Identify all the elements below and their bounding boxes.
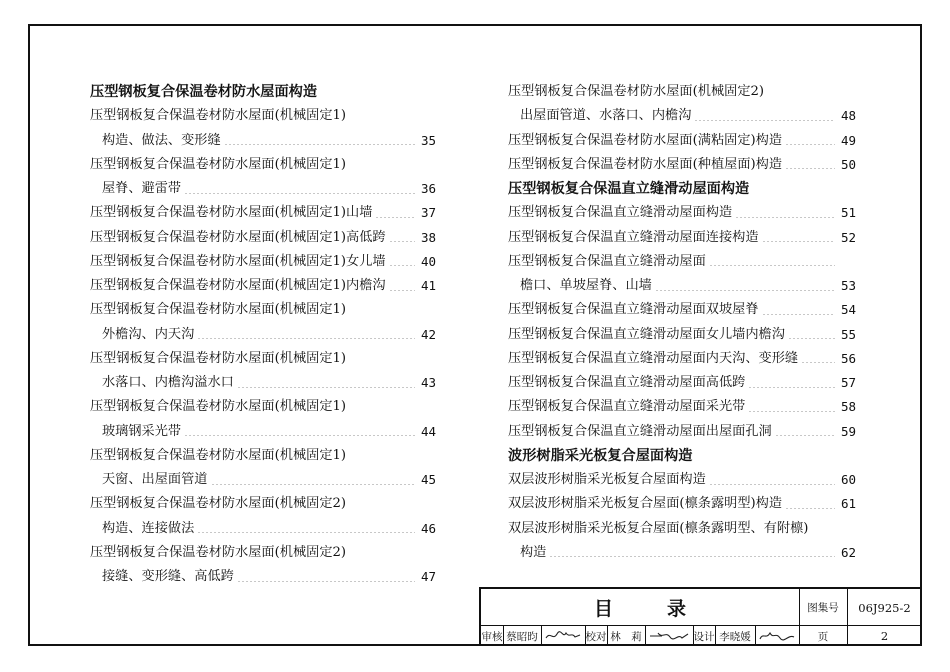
- toc-entry-title: 天窗、出屋面管道: [102, 472, 208, 487]
- dot-leader: [785, 168, 835, 169]
- toc-entry: [508, 298, 856, 322]
- toc-entry: [90, 565, 436, 589]
- toc-entry-title: 出屋面管道、水落口、内檐沟: [520, 108, 692, 124]
- toc-entry-page: 45: [420, 472, 436, 487]
- dot-leader: [197, 532, 415, 533]
- toc-entry-page: 42: [420, 326, 436, 342]
- design-label: 设计: [693, 630, 715, 643]
- toc-entry: [90, 298, 436, 322]
- dot-leader: [785, 508, 835, 509]
- reviewer-name: 蔡昭昀: [506, 630, 538, 643]
- dot-leader: [748, 387, 835, 388]
- toc-entry: [508, 371, 856, 395]
- toc-entry-page: 37: [420, 205, 436, 221]
- reviewer-signature: [541, 626, 585, 646]
- toc-entry-page: 49: [840, 132, 856, 148]
- toc-entry-title: 压型钢板复合保温卷材防水屋面(机械固定1)女儿墙: [90, 253, 386, 269]
- toc-entry-title: 压型钢板复合保温直立缝滑动屋面: [508, 253, 706, 269]
- page-number: 2: [880, 629, 889, 643]
- check-label: 校对: [585, 630, 607, 643]
- dot-leader: [788, 338, 835, 339]
- toc-entry: [508, 104, 856, 128]
- toc-entry-title: 压型钢板复合保温直立缝滑动屋面采光带: [508, 399, 746, 415]
- dot-leader: [549, 556, 835, 557]
- toc-entry-page: 46: [420, 520, 436, 536]
- toc-entry: [90, 468, 436, 492]
- toc-entry: [508, 395, 856, 419]
- dot-leader: [775, 435, 835, 436]
- toc-entry-title: 构造、连接做法: [102, 520, 195, 536]
- toc-entry-page: 41: [420, 278, 436, 293]
- toc-entry-title: 压型钢板复合保温直立缝滑动屋面高低跨: [508, 375, 746, 390]
- toc-entry-title: 外檐沟、内天沟: [102, 326, 195, 342]
- toc-entry-page: 35: [420, 132, 436, 148]
- dot-leader: [197, 338, 415, 339]
- toc-entry-title: 压型钢板复合保温卷材防水屋面(机械固定2): [90, 496, 347, 512]
- toc-entry-title: 压型钢板复合保温卷材防水屋面(机械固定2): [508, 84, 765, 99]
- toc-entry: [508, 347, 856, 371]
- dot-leader: [801, 362, 835, 363]
- title-char-2: 录: [667, 598, 687, 620]
- toc-entry-title: 压型钢板复合保温卷材防水屋面(机械固定1)高低跨: [90, 229, 386, 245]
- page-label: 页: [817, 630, 829, 643]
- dot-leader: [709, 265, 835, 266]
- toc-entry: [90, 420, 436, 444]
- toc-entry: [508, 80, 856, 104]
- atlas-number-label: 图集号: [807, 602, 839, 614]
- toc-entry-title: 压型钢板复合保温卷材防水屋面(机械固定1): [90, 156, 347, 172]
- toc-entry: [508, 541, 856, 565]
- toc-entry-title: 压型钢板复合保温直立缝滑动屋面构造: [508, 205, 733, 221]
- toc-entry-title: 双层波形树脂采光板复合屋面(檩条露明型)构造: [508, 496, 783, 512]
- dot-leader: [184, 435, 415, 436]
- toc-entry-page: 60: [840, 472, 856, 487]
- toc-entry: [90, 274, 436, 298]
- toc-entry-title: 压型钢板复合保温卷材防水屋面(机械固定1): [90, 350, 347, 366]
- toc-entry-title: 双层波形树脂采光板复合屋面(檩条露明型、有附檩): [508, 520, 809, 536]
- toc-entry-page: 50: [840, 156, 856, 172]
- section-heading-text: 压型钢板复合保温直立缝滑动屋面构造: [508, 181, 750, 197]
- dot-leader: [184, 193, 415, 194]
- toc-entry: [508, 468, 856, 492]
- toc-entry-page: 58: [840, 399, 856, 415]
- toc-entry-title: 接缝、变形缝、高低跨: [102, 569, 234, 584]
- toc-entry: [90, 129, 436, 153]
- toc-entry: [90, 395, 436, 419]
- designer-name: 李晓媛: [719, 630, 751, 643]
- toc-right-column: [508, 80, 856, 565]
- toc-entry-page: 40: [420, 253, 436, 269]
- toc-entry: [508, 201, 856, 225]
- toc-entry-title: 压型钢板复合保温直立缝滑动屋面连接构造: [508, 229, 759, 245]
- dot-leader: [694, 120, 835, 121]
- toc-entry-title: 压型钢板复合保温直立缝滑动屋面出屋面孔洞: [508, 423, 772, 439]
- dot-leader: [237, 387, 415, 388]
- toc-entry-page: 47: [420, 569, 436, 584]
- dot-leader: [709, 484, 835, 485]
- toc-entry: [90, 347, 436, 371]
- toc-entry-title: 压型钢板复合保温卷材防水屋面(机械固定1): [90, 108, 347, 124]
- toc-entry: [508, 226, 856, 250]
- atlas-number: 06J925-2: [858, 600, 911, 615]
- toc-entry-title: 压型钢板复合保温直立缝滑动屋面内天沟、变形缝: [508, 350, 799, 366]
- toc-entry: [508, 153, 856, 177]
- toc-entry-page: 54: [840, 302, 856, 318]
- toc-entry: [90, 177, 436, 201]
- toc-entry-title: 压型钢板复合保温卷材防水屋面(种植屋面)构造: [508, 156, 783, 172]
- toc-entry-page: 55: [840, 326, 856, 342]
- dot-leader: [748, 411, 835, 412]
- toc-entry-page: 51: [840, 205, 856, 221]
- dot-leader: [389, 290, 415, 291]
- toc-entry-title: 构造: [520, 544, 547, 560]
- page-title: [481, 589, 799, 626]
- dot-leader: [389, 241, 415, 242]
- toc-entry: [90, 153, 436, 177]
- toc-entry-page: 57: [840, 375, 856, 390]
- section-heading-text: 压型钢板复合保温卷材防水屋面构造: [90, 84, 318, 100]
- toc-entry: [90, 250, 436, 274]
- toc-entry-page: 53: [840, 278, 856, 293]
- toc-entry-page: 48: [840, 108, 856, 124]
- toc-entry: [508, 129, 856, 153]
- section-heading: [508, 177, 856, 201]
- toc-entry-page: 36: [420, 181, 436, 196]
- toc-entry: [90, 444, 436, 468]
- toc-entry: [90, 492, 436, 516]
- dot-leader: [375, 217, 415, 218]
- designer-signature: [755, 626, 799, 646]
- toc-entry: [90, 541, 436, 565]
- review-label: 审核: [481, 630, 503, 643]
- title-block: [479, 587, 922, 646]
- toc-entry: [508, 250, 856, 274]
- dot-leader: [785, 144, 835, 145]
- toc-entry: [508, 323, 856, 347]
- toc-entry-title: 玻璃钢采光带: [102, 423, 182, 439]
- toc-entry: [90, 323, 436, 347]
- toc-entry-title: 压型钢板复合保温卷材防水屋面(机械固定1)内檐沟: [90, 278, 386, 293]
- checker-name: 林 莉: [610, 630, 642, 643]
- toc-entry: [90, 201, 436, 225]
- toc-entry: [90, 371, 436, 395]
- title-block-bottom-row: [481, 626, 922, 646]
- toc-entry-title: 压型钢板复合保温卷材防水屋面(机械固定1): [90, 302, 347, 318]
- toc-entry-page: 59: [840, 423, 856, 439]
- dot-leader: [389, 265, 415, 266]
- toc-entry: [508, 274, 856, 298]
- toc-entry-page: 43: [420, 375, 436, 390]
- toc-entry: [508, 420, 856, 444]
- dot-leader: [211, 484, 416, 485]
- dot-leader: [762, 314, 835, 315]
- toc-entry: [508, 492, 856, 516]
- toc-entry-page: 62: [840, 544, 856, 560]
- toc-entry-title: 压型钢板复合保温直立缝滑动屋面女儿墙内檐沟: [508, 326, 785, 342]
- toc-entry-page: 56: [840, 350, 856, 366]
- section-heading: [508, 444, 856, 468]
- toc-entry-title: 水落口、内檐沟溢水口: [102, 375, 234, 390]
- title-block-top-row: [481, 589, 922, 626]
- dot-leader: [762, 241, 835, 242]
- toc-entry-title: 檐口、单坡屋脊、山墙: [520, 278, 652, 293]
- toc-entry-title: 屋脊、避雷带: [102, 181, 182, 196]
- checker-signature: [645, 626, 693, 646]
- toc-entry: [508, 517, 856, 541]
- toc-entry-title: 压型钢板复合保温卷材防水屋面(机械固定2): [90, 544, 347, 560]
- toc-entry-title: 双层波形树脂采光板复合屋面构造: [508, 472, 706, 487]
- toc-entry-page: 38: [420, 229, 436, 245]
- toc-entry-page: 44: [420, 423, 436, 439]
- toc-left-column: [90, 80, 436, 589]
- dot-leader: [237, 581, 415, 582]
- toc-entry-title: 压型钢板复合保温卷材防水屋面(机械固定1): [90, 447, 347, 463]
- dot-leader: [735, 217, 835, 218]
- toc-entry-title: 压型钢板复合保温卷材防水屋面(机械固定1): [90, 399, 347, 415]
- dot-leader: [655, 290, 835, 291]
- toc-entry: [90, 104, 436, 128]
- toc-entry-title: 压型钢板复合保温卷材防水屋面(满粘固定)构造: [508, 132, 783, 148]
- toc-entry: [90, 517, 436, 541]
- toc-entry: [90, 226, 436, 250]
- title-char-1: 目: [593, 598, 613, 620]
- toc-entry-page: 52: [840, 229, 856, 245]
- toc-entry-page: 61: [840, 496, 856, 512]
- section-heading-text: 波形树脂采光板复合屋面构造: [508, 447, 693, 464]
- dot-leader: [224, 144, 415, 145]
- toc-entry-title: 构造、做法、变形缝: [102, 132, 221, 148]
- toc-entry-title: 压型钢板复合保温卷材防水屋面(机械固定1)山墙: [90, 205, 373, 221]
- section-heading: [90, 80, 436, 104]
- toc-entry-title: 压型钢板复合保温直立缝滑动屋面双坡屋脊: [508, 302, 759, 318]
